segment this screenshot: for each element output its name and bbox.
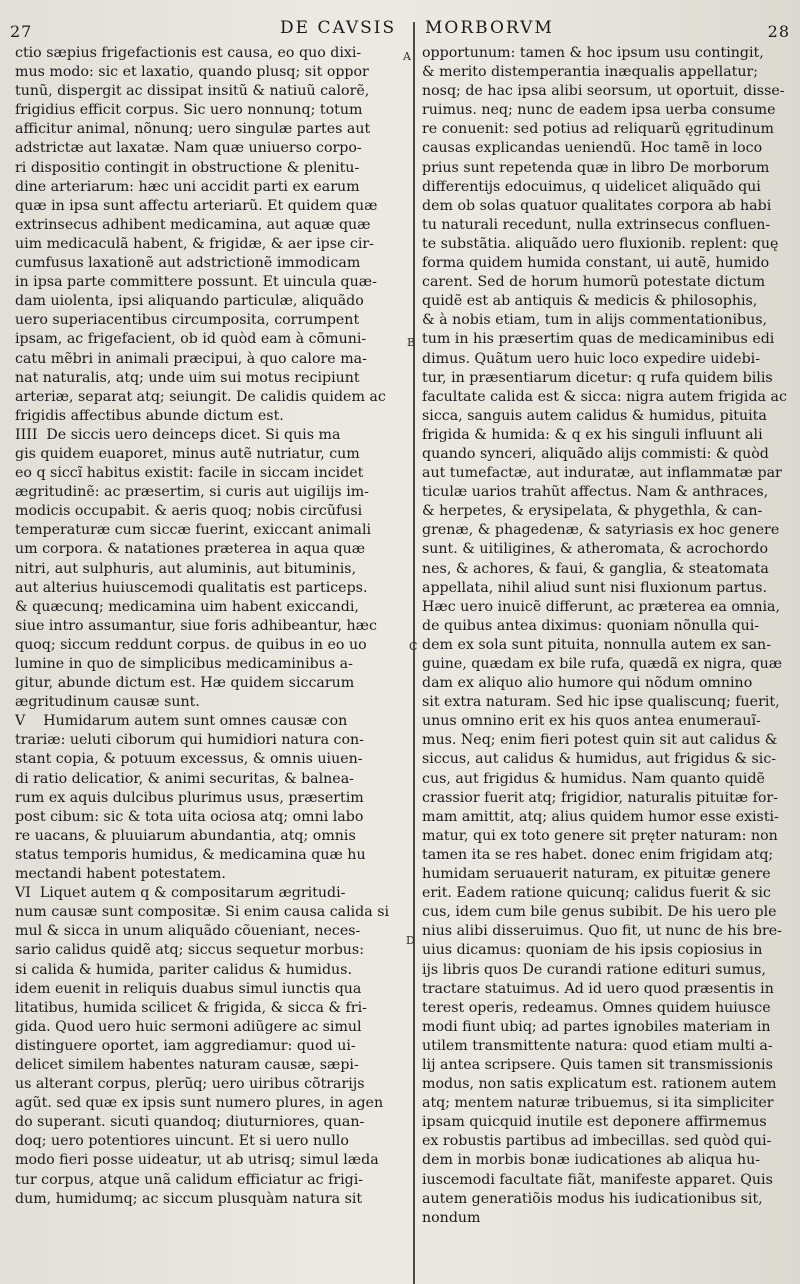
left-text-column [15,44,405,1209]
text-line: in ipsa parte committere possunt. Et uincula quæ- [15,274,377,291]
page-number-left: 27 [10,22,33,41]
text-line: appellata, nihil aliud sunt nisi fluxionum partus. [422,579,768,596]
text-line: mus. Neq; enim fieri potest quin sit aut calidus & [422,732,778,749]
text-line: unus omnino erit ex his quos antea enumerauĩ- [422,713,761,730]
text-line: ri dispositio contingit in obstructione & plenitu- [15,159,360,176]
text-line: delicet similem habentes naturam causæ, sæpi- [15,1056,359,1073]
text-line: & à nobis etiam, tum in alijs commentationibus, [422,312,768,329]
text-line: aut tumefactæ, aut induratæ, aut inflammatæ par [422,465,782,482]
text-line: cumfusus laxationẽ aut adstrictionẽ immodicam [15,255,361,272]
text-line: afficitur animal, nõnunq; uero singulæ partes aut [15,121,371,138]
text-line: frigidius efficit corpus. Sic uero nonnunq; totum [15,102,363,119]
text-line: guine, quædam ex bile rufa, quædã ex nigra, quæ [422,656,783,672]
text-line: sario calidus quidẽ atq; siccus sequetur morbus: [15,942,364,959]
text-line: ruimus. neq; nunc de eadem ipsa uerba consume [422,102,776,119]
text-line: uim medicaculã habent, & frigidæ, & aer ipse cir- [15,235,374,252]
text-line: status temporis humidus, & medicamina quæ hu [15,846,366,863]
text-line: prius sunt repetenda quæ in libro De morborum [422,159,770,176]
running-title-right: MORBORVM [425,18,554,38]
text-line: um corpora. & natationes præterea in aqua quæ [15,541,366,558]
text-line: extrinsecus adhibent medicamina, aut aquæ quæ [15,216,371,233]
running-header [0,0,800,42]
text-line: ipsam, ac frigefacient, ob id quòd eam à cõmuni- [15,331,367,348]
text-line: catu mẽbri in animali præcipui, à quo calore ma- [15,350,367,367]
text-line: trariæ: ueluti ciborum qui humidiori natura con- [15,732,364,749]
text-line: mam amittit, atq; alius quidem humor esse existi- [422,808,779,825]
text-line: cus, idem cum bile genus subibit. De his uero ple [422,904,777,921]
text-line: IIII De siccis uero deinceps dicet. Si quis ma [15,426,341,443]
text-line: modo fieri posse uideatur, ut ab utrisq; simul læda [15,1152,379,1169]
text-line: te substãtia. aliquãdo uero fluxionib. replent: quę [422,235,779,252]
text-line: num causæ sunt compositæ. Si enim causa calida si [15,904,390,921]
text-line: uius dicamus: quoniam de his ipsis copiosius in [422,942,763,959]
text-line: ægritudinẽ: ac præsertim, si curis aut uigilijs im- [15,484,369,501]
text-line: siue intro assumantur, siue foris adhibeantur, hæc [15,617,377,634]
text-line: modicis occupabit. & aeris quoq; nobis circũfusi [15,503,363,520]
text-line: humidam seruauerit naturam, ex pituitæ genere [422,866,771,883]
text-line: nes, & achores, & faui, & ganglia, & steatomata [422,560,769,577]
text-line: re conuenit: sed potius ad reliquarũ ęgritudinum [422,121,774,138]
text-line: distinguere oportet, iam aggrediamur: quod ui- [15,1037,356,1054]
text-line: siccus, aut calidus & humidus, aut frigidus & sic- [422,751,777,768]
text-line: iuscemodi facultate fiãt, manifeste apparet. Quis [422,1171,773,1188]
text-line: sunt. & uitiligines, & atheromata, & acrochordo [422,541,769,558]
text-line: nosq; de hac ipsa alibi seorsum, ut oportuit, disse- [422,83,785,100]
text-line: lumine in quo de simplicibus medicaminibus a- [15,656,353,672]
text-line: tur corpus, atque unã calidum efficiatur ac frigi- [15,1171,364,1188]
text-line: sicca, sanguis autem calidus & humidus, pituita [422,407,767,424]
text-line: agũt. sed quæ ex ipsis sunt numero plures, in agen [15,1095,384,1112]
text-line: si calida & humida, pariter calidus & humidus. [15,961,352,978]
right-text-column [422,44,794,1228]
page-number-right: 28 [767,22,790,41]
text-line: eo q siccĩ habitus existit: facile in siccam incidet [15,465,364,482]
text-line: tunũ, dispergit ac dissipat insitũ & natiuũ calorẽ, [15,83,370,100]
margin-letter-d: D [406,934,415,947]
text-line: grenæ, & phagedenæ, & satyriasis ex hoc genere [422,522,780,539]
text-line: ijs libris quos De curandi ratione edituri sumus, [422,961,766,978]
text-line: dem ob solas quatuor qualitates corpora ab habi [422,197,772,214]
text-line: ex robustis partibus ad imbecillas. sed quòd qui- [422,1133,772,1150]
text-line: autem generatiõis modus his iudicationibus sit, [422,1190,763,1207]
text-line: atq; mentem naturæ tribuemus, si ita simpliciter [422,1095,774,1112]
text-line: ægritudinum causæ sunt. [15,694,200,711]
text-line: carent. Sed de horum humorũ potestate dictum [422,274,766,291]
text-line: tur, in præsentiarum dicetur: q rufa quidem bilis [422,369,773,386]
text-line: tum in his præsertim quas de medicaminibus edi [422,331,775,348]
margin-letter-a: A [403,50,411,63]
text-line: sit extra naturam. Sed hic ipse qualiscunq; fuerit, [422,694,780,711]
text-line: gida. Quod uero huic sermoni adiũgere ac simul [15,1018,362,1035]
text-line: temperaturæ cum siccæ fuerint, exiccant animali [15,522,372,539]
text-line: nat naturalis, atq; unde uim sui motus recipiunt [15,369,360,386]
text-line: litatibus, humida scilicet & frigida, & sicca & fri- [15,999,367,1016]
text-line: re uacans, & pluuiarum abundantia, atq; omnis [15,827,356,844]
text-line: dam ex aliquo alio humore qui nõdum omnino [422,675,753,692]
text-line: opportunum: tamen & hoc ipsum usu contingit, [422,45,764,61]
text-line: arteriæ, separat atq; seiungit. De calidis quidem ac [15,388,386,405]
text-line: stant copia, & potuum excessus, & omnis uiuen- [15,751,363,768]
text-line: utilem transmittente natura: quod etiam multi a- [422,1037,773,1054]
text-line: Hæc uero inuicẽ differunt, ac præterea ea omnia, [422,598,780,615]
text-line: uero superiacentibus circumposita, corrumpent [15,312,360,329]
text-line: crassior fuerit atq; frigidior, naturalis pituitæ for- [422,789,779,806]
text-line: cus, aut frigidus & humidus. Nam quanto quidẽ [422,770,765,787]
text-line: V Humidarum autem sunt omnes causæ con [15,713,348,730]
text-line: differentijs edocuimus, q uidelicet aliquãdo qui [422,178,761,195]
text-line: dine arteriarum: hæc uni accidit parti ex earum [15,178,360,195]
text-line: terest operis, redeamus. Omnes quidem huiusce [422,999,771,1016]
text-line: nondum [422,1209,481,1226]
margin-letter-b: B [407,336,416,349]
text-line: tu naturali recedunt, nulla extrinsecus confluen- [422,216,771,233]
text-line: modus, non satis explicatum est. rationem autem [422,1076,777,1093]
text-line: forma quidem humida constant, ui autẽ, humido [422,255,770,272]
text-line: tamen ita se res habet. donec enim frigidam atq; [422,846,774,863]
text-line: matur, qui ex toto genere sit pręter naturam: non [422,827,778,844]
column-divider [413,22,415,1284]
text-line: mul & sicca in unum aliquãdo cõueniant, neces- [15,923,361,940]
text-line: causas explicandas ueniendũ. Hoc tamẽ in loco [422,140,763,157]
text-line: di ratio delicatior, & animi securitas, & balnea- [15,770,354,787]
text-line: quando synceri, aliquãdo alijs commisti: & quòd [422,445,769,462]
text-line: dimus. Quãtum uero huic loco expedire uidebi- [422,350,760,367]
text-line: doq; uero potentiores uincunt. Et si uero nullo [15,1133,349,1150]
text-line: dem in morbis bonæ iudicationes ab aliqua hu- [422,1152,761,1169]
text-line: & quæcunq; medicamina uim habent exiccandi, [15,598,359,615]
text-line: do superant. sicuti quandoq; diuturniores, quan- [15,1114,365,1131]
text-line: ipsam quicquid inutile est deponere affirmemus [422,1114,767,1131]
text-line: nius alibi disseruimus. Quo fit, ut nunc de his bre- [422,923,782,940]
text-line: VI Liquet autem q & compositarum ægritudi- [15,885,346,902]
text-line: nitri, aut sulphuris, aut aluminis, aut bituminis, [15,560,357,577]
text-line: & merito distemperantia inæqualis appellatur; [422,64,759,81]
text-line: erit. Eadem ratione quicunq; calidus fuerit & sic [422,885,771,902]
text-line: gis quidem euaporet, minus autẽ nutriatur, cum [15,445,360,462]
text-line: aut alterius huiuscemodi qualitatis est particeps. [15,579,368,596]
text-line: post cibum: sic & tota uita ociosa atq; omni labo [15,808,364,825]
text-line: rum ex aquis dulcibus plurimus usus, præsertim [15,789,364,806]
margin-letter-c: C [409,640,418,653]
text-line: quoq; siccum reddunt corpus. de quibus in eo uo [15,636,367,653]
text-line: frigida & humida: & q ex his singuli influunt ali [422,426,763,443]
running-title-left: DE CAVSIS [280,18,397,38]
text-line: dam uiolenta, ipsi aliquando particulæ, aliquãdo [15,293,364,310]
text-line: ticulæ uarios trahũt affectus. Nam & anthraces, [422,484,769,501]
text-line: adstrictæ aut laxatæ. Nam quæ uniuerso corpo- [15,140,362,157]
text-line: ctio sæpius frigefactionis est causa, eo quo dixi- [15,45,362,61]
text-line: tractare statuimus. Ad id uero quod præsentis in [422,980,774,997]
text-line: mus modo: sic et laxatio, quando plusq; sit oppor [15,64,369,81]
text-line: modi fiunt ubiq; ad partes ignobiles materiam in [422,1018,771,1035]
text-line: & herpetes, & erysipelata, & phygethla, & can- [422,503,763,520]
text-line: dum, humidumq; ac siccum plusquàm natura sit [15,1190,363,1207]
text-line: frigidis affectibus abunde dictum est. [15,407,284,424]
text-line: dem ex sola sunt pituita, nonnulla autem ex san- [422,636,771,653]
text-line: quæ in ipsa sunt affectu arteriarũ. Et quidem quæ [15,197,378,214]
text-line: gitur, abunde dictum est. Hæ quidem siccarum [15,675,355,692]
text-line: us alterant corpus, plerũq; uero uiribus cõtrarijs [15,1076,365,1093]
text-line: quidẽ est ab antiquis & medicis & philosophis, [422,293,758,310]
text-line: mectandi habent potestatem. [15,866,226,883]
text-line: idem euenit in reliquis duabus simul iunctis qua [15,980,362,997]
text-line: lij antea scripsere. Quis tamen sit transmissionis [422,1056,773,1073]
text-line: de quibus antea diximus: quoniam nõnulla qui- [422,617,760,634]
text-line: facultate calida est & sicca: nigra autem frigida ac [422,388,787,405]
